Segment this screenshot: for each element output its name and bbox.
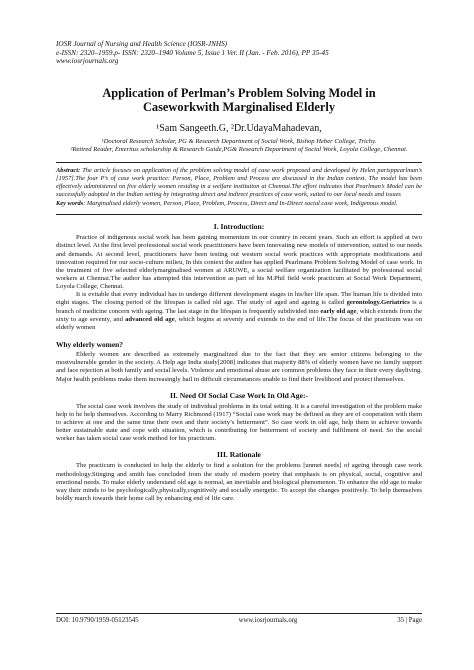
divider-top [56,162,422,163]
term-gerontology: gerontology.Geriatrics [346,299,410,307]
keywords [56,200,422,208]
subheading-why-elderly-women: Why elderly women? [56,340,123,350]
intro-p2-text-a: It is evitable that every individual has to undergo different development stages in his/her life span. The human life is divided into eight stages. The closing period of the lifespan is called old age. The study of aged and ageing is called [56,291,422,307]
footer-doi[interactable]: DOI: 10.9790/1959-05123545 [56,617,139,624]
section-heading-introduction: I. Introduction: [213,222,265,232]
why-paragraph: Elderly women are described as extremely marginalized due to the fact that they are senior citizens belonging to the mostvulnerable gender in the society. A Help age India study[2008] indicates that majority 88% of elderly women have no family support and face rejection at both family and social levels. Violence and emotional abuse are common problems they face in their every dayliving. Major health problems make them increasingly hail in difficult circumstances unable to find their livelihood and protect themselves. [56,351,422,383]
intro-paragraph-2 [56,291,422,332]
divider-bottom [56,214,422,215]
need-paragraph: The social case work involves the study of individual problems in its total setting. It is a careful investigation of the problem make help to he help themselves. According to Marry Richmond (1917) “Social case work may be defined as they are of cooperation with them to achieve at one and the same time their own and their society’s betterment”. So case work in old age, help them to achieve towards better sustainable state and cope with situation, which is contributing for betterment of society and fulfilment of need. So the social worker has taken social case work method for his practicum. [56,402,422,443]
intro-p2-text-c: is a branch of medicine concern with ageing. The last stage in the lifespan is frequently subdivided into [56,299,422,315]
intro-paragraph-1: Practice of indigenous social work has been gaining momentum in our country in recent years. Such an effort is applied at two distinct level. At the first level professional social work practitioners have been innovating new models of intervention, suited to our needs and demands. At second level, practitioners have been testing out western social work practices with appropriate modifications and innovation required for our socio-culture milieu, In this context the author has applied Pearlmans Problem Solving Model of case work. In the treatment of five selected elderlymarginalised women at ARUWE, a social welfare organization facilitated by professional social workers at Chennai.The author has attempted this intervention as part of his M.Phil field work practicum at Social Work Department, Loyola College, Chennai. [56,234,422,291]
journal-website[interactable]: www.iosrjournals.org [56,57,119,66]
keywords-text: : Marginalised elderly women, Person, Place, Problem, Process, Direct and In-Direct social case work, Indigenous model. [83,200,398,208]
paper-title [56,86,422,115]
affiliation-1: ¹Doctoral Research Scholar, PG & Research Department of Social Work, Bishop Heber College, Trichy. [101,137,377,145]
keywords-label: Key words [56,200,84,208]
abstract-text: The article focuses on application of the problem solving model of case work proposed and developed by Helen parisppearlman’s [1957].The four P’s of case work practice: Person, Place, Problem and Process are discussed in the Indian context. The model has been effectively administered on five elderly women residing in a welfare institution at Chennai.The effort indicates that Pearlman’s Model can be successfully adopted in the Indian setting by integrating direct and indirect practices of case work, suited to our local needs and issues [56,167,422,199]
rationale-paragraph: The practicum is conducted to help the elderly to find a solution for the problems [unmet needs] of ageing through case work methodology.Stinging and smith has concluded from the study of modern poetry that emphasis is on physical, social, cognitive and emotional needs. To make elderly understand old age is normal, an inevitable and biological phenomenon. To enhance the old age to make way their minds to be psychologically,physically,cognitively and socially energetic. To accept the changes positively. To help themselves boldly march towards their home call by enhancing end of life care. [56,462,422,503]
abstract-label: Abstract: [56,167,81,175]
term-advanced-old-age: advanced old age [125,315,175,323]
journal-name: IOSR Journal of Nursing and Health Science (IOSR-JNHS) [56,40,228,48]
issn-line: e-ISSN: 2320–1959.p- ISSN: 2320–1940 Volume 5, Issue 1 Ver. II (Jan. - Feb. 2016), PP 35-45 [56,48,329,57]
title-line-1: Application of Perlman’s Problem Solving Model in [102,85,376,100]
footer-website[interactable]: www.iosrjournals.org [238,617,298,624]
intro-p2-text-d: , which extends from the sixty to age seventy, and [56,307,422,323]
affiliation-2: ²Retired Reader, Emeritus scholarship & Research Guide,PG& Research Department of Social Work, Loyola College, Chennai. [70,145,408,153]
section-heading-need: II. Need Of Social Case Work In Old Age:- [169,390,309,400]
paper-page [56,40,422,503]
term-early-old-age: early old age [320,307,357,315]
affiliations [56,138,422,154]
page-footer [56,613,422,625]
author-list: ¹Sam Sangeeth.G, ²Dr.UdayaMahadevan, [156,122,322,134]
journal-header [56,40,422,66]
footer-page-number: 35 | Page [397,617,422,624]
section-heading-rationale: III. Rationale [217,450,261,460]
intro-p2-text-e: , which begins at seventy and extends to the end of life.The focus of the practicum was on elderly women [56,315,422,331]
abstract [56,167,422,199]
title-line-2: Caseworkwith Marginalised Elderly [142,100,336,115]
